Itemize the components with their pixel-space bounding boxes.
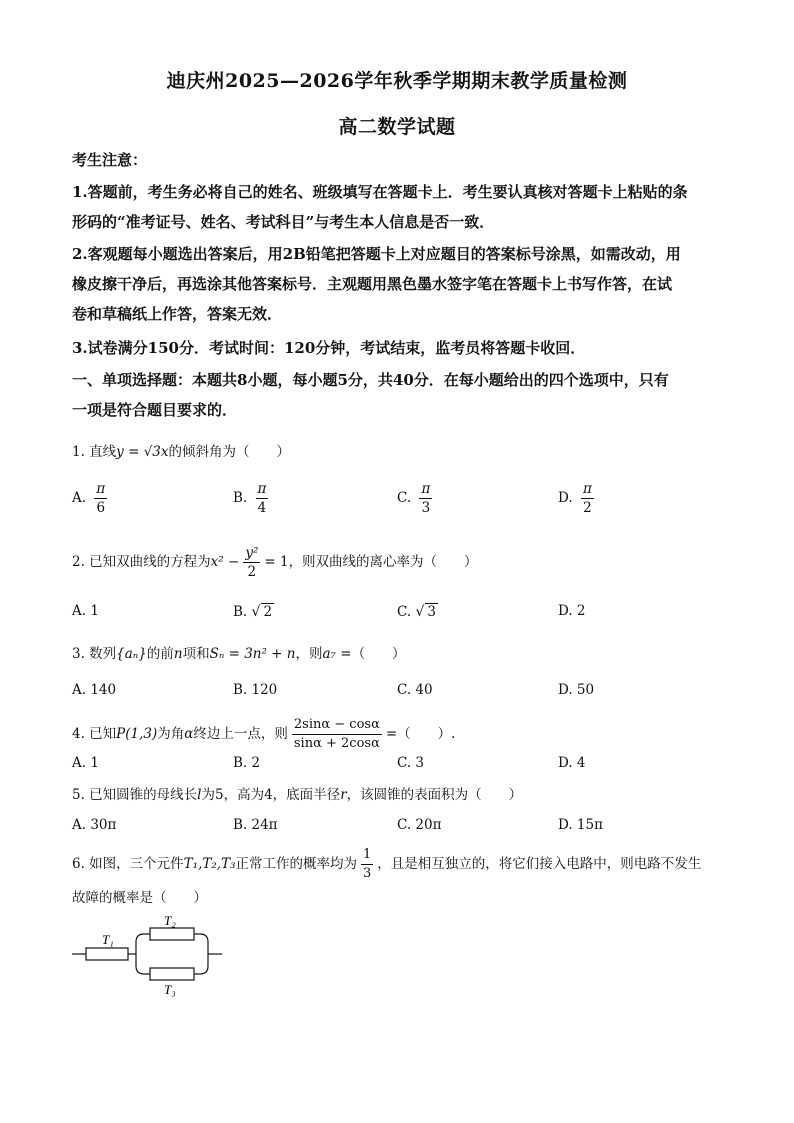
q5-option-b: B. 24π — [233, 817, 278, 833]
resistor-t2 — [150, 928, 194, 940]
notice-item1-line1: 1.答题前，考生务必将自己的姓名、班级填写在答题卡上．考生要认真核对答题卡上粘贴的条 — [72, 183, 688, 201]
q1-option-d: D. $\frac{\pi}{2}$ — [558, 481, 592, 516]
circuit-diagram — [72, 912, 232, 997]
q5-option-c: C. 20π — [397, 817, 442, 833]
exam-subtitle: 高二数学试题 — [338, 116, 456, 138]
q4-option-c: C. 3 — [397, 755, 425, 771]
label-t3: T₃ — [164, 982, 176, 997]
q3-option-c: C. 40 — [397, 682, 433, 698]
q1-expression: y = √3x — [116, 444, 169, 460]
branch-left — [136, 934, 144, 974]
q3-option-d: D. 50 — [558, 682, 595, 698]
q3-option-a: A. 140 — [72, 682, 117, 698]
label-t1: T₁ — [102, 932, 114, 947]
question-1: 1. 直线y = √3x的倾斜角为（ ） — [72, 444, 290, 460]
notice-heading: 考生注意： — [72, 151, 148, 169]
q2-option-b: B. √ 2 — [233, 604, 273, 620]
notice-item2-line3: 卷和草稿纸上作答，答案无效． — [72, 305, 283, 323]
q4-option-d: D. 4 — [558, 755, 586, 771]
section1-line1: 一、单项选择题：本题共8小题，每小题5分，共40分．在每小题给出的四个选项中，只有 — [72, 371, 669, 389]
q1-option-a: A. $\frac{\pi}{6}$ — [72, 481, 106, 516]
notice-item3: 3.试卷满分150分．考试时间：120分钟，考试结束，监考员将答题卡收回． — [72, 339, 586, 357]
question-6: 6. 如图，三个元件T₁,T₂,T₃正常工作的概率均为 $\frac{1}{3}$ ，且是相互独立的，将它们接入电路中，则电路不发生 — [72, 847, 702, 881]
notice-item2-line2: 橡皮擦干净后，再选涂其他答案标号．主观题用黑色墨水签字笔在答题卡上书写作答，在试 — [72, 275, 673, 293]
q3-option-b: B. 120 — [233, 682, 278, 698]
resistor-t3 — [150, 968, 194, 980]
q1-option-c: C. $\frac{\pi}{3}$ — [397, 481, 431, 516]
exam-title: 迪庆州2025—2026学年秋季学期期末教学质量检测 — [166, 70, 628, 92]
q2-option-d: D. 2 — [558, 603, 586, 619]
section1-line2: 一项是符合题目要求的． — [72, 401, 238, 419]
q1-option-b: B. $\frac{\pi}{4}$ — [233, 481, 267, 516]
question-5: 5. 已知圆锥的母线长l为5，高为4，底面半径r，该圆锥的表面积为（ ） — [72, 787, 523, 803]
branch-right — [200, 934, 208, 974]
question-3: 3. 数列{aₙ}的前n项和Sₙ = 3n² + n，则a₇ =（ ） — [72, 646, 406, 662]
q5-option-d: D. 15π — [558, 817, 603, 833]
question-4: 4. 已知P(1,3)为角α终边上一点，则 $\frac{2\sin\alpha - \cos\alpha}{\sin\alpha + 2\cos\alpha}$ =（ ）. — [72, 717, 456, 751]
q5-option-a: A. 30π — [72, 817, 117, 833]
notice-item2-line1: 2.客观题每小题选出答案后，用2B铅笔把答题卡上对应题目的答案标号涂黑，如需改动，用 — [72, 245, 681, 263]
q4-option-a: A. 1 — [72, 755, 99, 771]
q2-option-c: C. √ 3 — [397, 604, 436, 620]
label-t2: T₂ — [164, 913, 176, 928]
q2-option-a: A. 1 — [72, 603, 99, 619]
question-2: 2. 已知双曲线的方程为x² − $\frac{\text{y²}}{2}$ = 1，则双曲线的离心率为（ ） — [72, 545, 478, 580]
question-6-line2: 故障的概率是（ ） — [72, 890, 207, 906]
resistor-t1 — [86, 948, 128, 960]
notice-item1-line2: 形码的“准考证号、姓名、考试科目”与考生本人信息是否一致． — [72, 213, 495, 231]
q4-option-b: B. 2 — [233, 755, 261, 771]
